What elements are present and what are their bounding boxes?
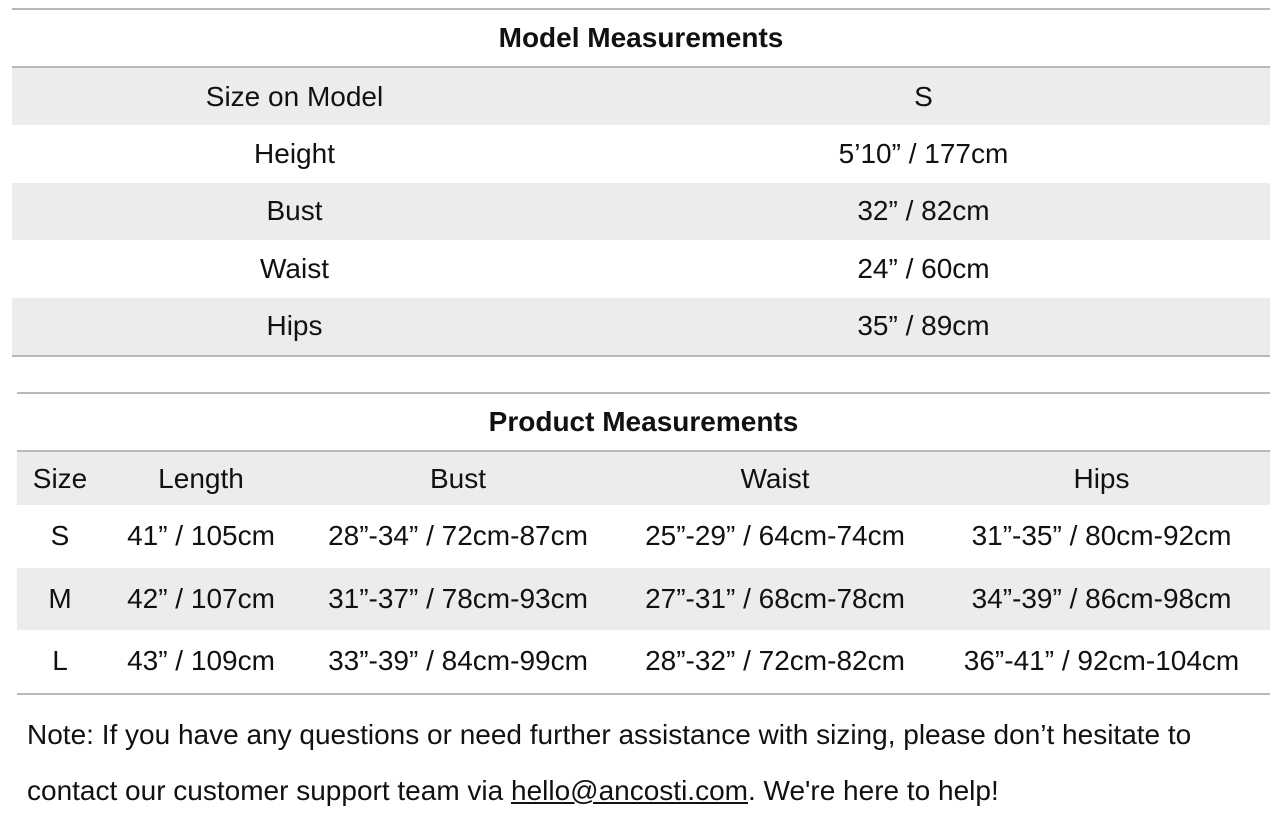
column-header-waist: Waist (740, 462, 810, 494)
sizing-note (27, 707, 1267, 819)
cell-size: M (48, 582, 72, 614)
table-row (12, 298, 1270, 355)
cell-waist: 25”-29” / 64cm-74cm (645, 520, 905, 552)
row-label: Bust (266, 195, 323, 227)
table-row (17, 568, 1270, 631)
model-measurements-table (12, 8, 1270, 357)
cell-bust: 31”-37” / 78cm-93cm (328, 582, 588, 614)
note-line-2 (27, 763, 1267, 819)
cell-hips: 34”-39” / 86cm-98cm (971, 582, 1232, 614)
table-row (12, 183, 1270, 240)
note-suffix: . We're here to help! (747, 775, 999, 806)
cell-size: L (52, 645, 68, 677)
column-header-length: Length (158, 462, 244, 494)
cell-waist: 27”-31” / 68cm-78cm (645, 582, 905, 614)
row-value: 5’10” / 177cm (838, 138, 1009, 170)
column-header-size: Size (32, 462, 88, 494)
row-label: Waist (260, 252, 329, 284)
product-measurements-table (17, 392, 1270, 695)
note-prefix: contact our customer support team via (27, 775, 511, 806)
column-header-hips: Hips (1073, 462, 1130, 494)
row-label: Height (254, 138, 335, 170)
table-row (12, 125, 1270, 182)
cell-hips: 36”-41” / 92cm-104cm (963, 645, 1240, 677)
cell-length: 41” / 105cm (127, 520, 275, 552)
table-row (17, 630, 1270, 693)
row-value: 24” / 60cm (857, 252, 990, 284)
table-row (12, 68, 1270, 125)
row-label: Size on Model (205, 80, 384, 112)
cell-waist: 28”-32” / 72cm-82cm (645, 645, 905, 677)
cell-hips: 31”-35” / 80cm-92cm (971, 520, 1232, 552)
column-header-bust: Bust (429, 462, 487, 494)
support-email-link[interactable]: hello@ancosti.com (511, 775, 748, 806)
row-value: 32” / 82cm (857, 195, 990, 227)
cell-length: 43” / 109cm (127, 645, 275, 677)
table-header-row (17, 452, 1270, 505)
row-value: 35” / 89cm (857, 310, 990, 342)
model-measurements-title: Model Measurements (12, 10, 1270, 68)
table-row (17, 505, 1270, 568)
note-line-1: Note: If you have any questions or need further assistance with sizing, please don’t hesitate to (27, 719, 1192, 750)
cell-bust: 28”-34” / 72cm-87cm (328, 520, 588, 552)
cell-bust: 33”-39” / 84cm-99cm (328, 645, 588, 677)
row-value: S (914, 80, 933, 112)
table-row (12, 240, 1270, 297)
row-label: Hips (266, 310, 323, 342)
cell-size: S (50, 520, 70, 552)
cell-length: 42” / 107cm (127, 582, 275, 614)
product-measurements-title: Product Measurements (17, 394, 1270, 452)
